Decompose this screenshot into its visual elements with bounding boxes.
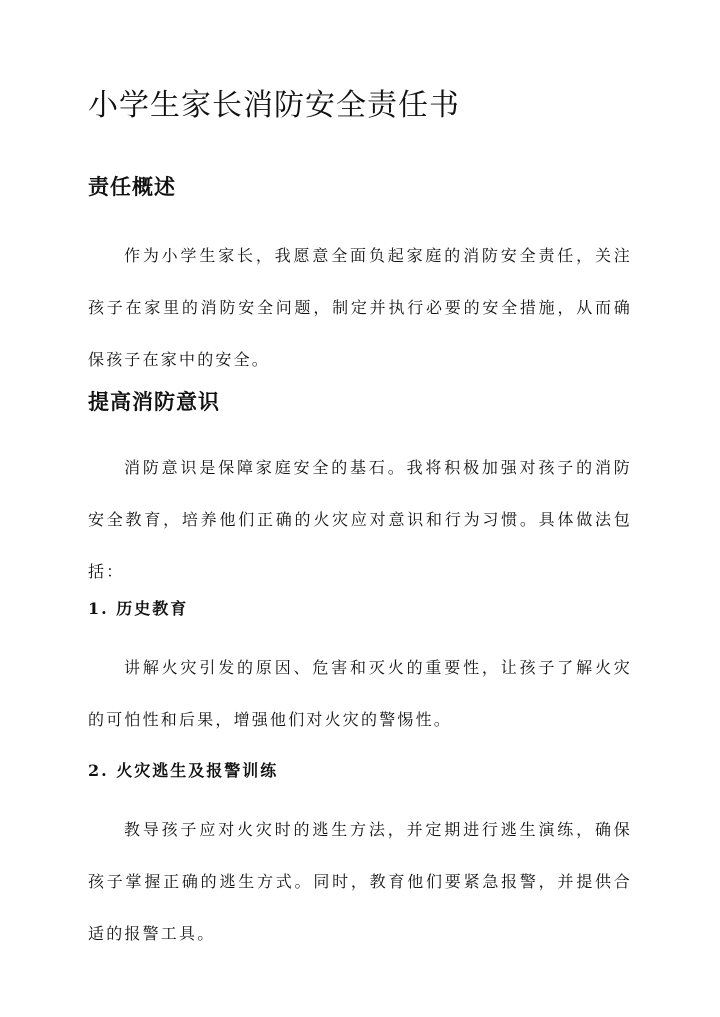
section-paragraph-awareness: 消防意识是保障家庭安全的基石。我将积极加强对孩子的消防安全教育，培养他们正确的火灾应对意识和行为习惯。具体做法包括： (88, 458, 632, 581)
subsection-heading-escape-training: 2. 火灾逃生及报警训练 (88, 761, 279, 780)
subsection-paragraph-history-education: 讲解火灾引发的原因、危害和灭火的重要性，让孩子了解火灾的可怕性和后果，增强他们对火灾的警惕性。 (88, 658, 632, 729)
section-heading-overview: 责任概述 (88, 174, 176, 199)
section-paragraph-overview: 作为小学生家长，我愿意全面负起家庭的消防安全责任，关注孩子在家里的消防安全问题，制定并执行必要的安全措施，从而确保孩子在家中的安全。 (88, 246, 632, 369)
subsection-paragraph-escape-training: 教导孩子应对火灾时的逃生方法，并定期进行逃生演练，确保孩子掌握正确的逃生方式。同时，教育他们要紧急报警，并提供合适的报警工具。 (88, 820, 632, 943)
document-title: 小学生家长消防安全责任书 (88, 88, 460, 123)
subsection-heading-history-education: 1. 历史教育 (88, 599, 189, 618)
section-heading-awareness: 提高消防意识 (88, 389, 220, 414)
